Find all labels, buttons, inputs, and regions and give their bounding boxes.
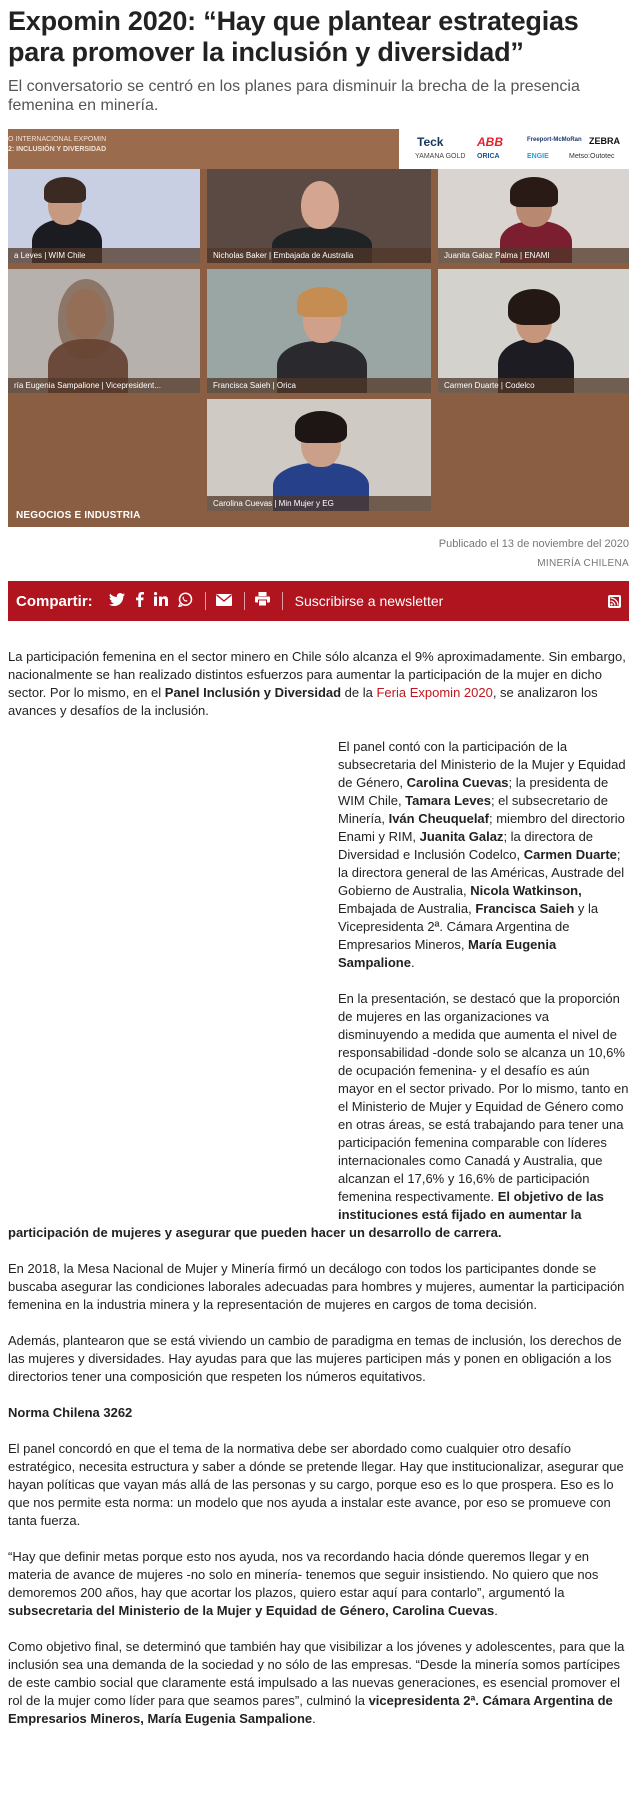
text: de la: [341, 685, 377, 700]
video-tile: [207, 269, 431, 393]
share-label: Compartir:: [16, 592, 93, 610]
rss-icon[interactable]: [608, 595, 621, 608]
category-badge[interactable]: NEGOCIOS E INDUSTRIA: [16, 510, 141, 521]
person-hair: [510, 177, 558, 207]
paragraph: [8, 1638, 629, 1728]
banner-line-1: O INTERNACIONAL EXPOMIN: [8, 136, 107, 143]
print-icon[interactable]: [255, 592, 270, 610]
sponsor-logo: ENGIE: [527, 153, 549, 160]
video-tile: [207, 169, 431, 263]
article-meta: [8, 537, 629, 571]
text-bold: Francisca Saieh: [475, 901, 575, 916]
sponsor-logo: ORICA: [477, 153, 500, 160]
sponsor-logos: [399, 129, 629, 169]
text: .: [494, 1603, 498, 1618]
text: ; la directora de Diversidad e Inclusión Codelco,: [338, 829, 594, 862]
text: Embajada de Australia,: [338, 901, 476, 916]
section-heading: Norma Chilena 3262: [8, 1405, 133, 1420]
person-hair: [295, 411, 347, 443]
article-subtitle: El conversatorio se centró en los planes para disminuir la brecha de la presencia femenina en minería.: [8, 78, 580, 114]
video-tile: [438, 169, 629, 263]
share-separator: [282, 592, 283, 610]
sponsor-logo: YAMANA GOLD: [415, 153, 466, 160]
text: ; el subsecretario de Minería,: [338, 793, 609, 826]
text: En la presentación, se destacó que la proporción de mujeres en las organizaciones va disminuyendo a medida que aumenta el nivel de responsabilidad -donde solo se alcanza un 10,6% de ocupación femenina- y el desafío es aún mayor en el sector privado. Por lo mismo, tanto en el Ministerio de Mujer y Equidad de Género como en otras áreas, se está trabajando para tener una participación femenina comparable con líderes internacionales como Canadá y Australia, que alcanzan el 17,6% y 16,6% de: [338, 991, 629, 1186]
article-source: MINERÍA CHILENA: [537, 558, 629, 569]
sponsor-logo: Teck: [417, 135, 444, 149]
publish-date: Publicado el 13 de noviembre del 2020: [438, 538, 629, 550]
text-bold: vicepresidenta 2ª. Cámara Argentina de Empresarios Mineros, María Eugenia Sampalione: [8, 1693, 613, 1726]
video-tile: [8, 269, 200, 393]
sponsor-logo: Metso:Outotec: [569, 153, 615, 160]
text-bold: Tamara Leves: [405, 793, 491, 808]
paragraph: En 2018, la Mesa Nacional de Mujer y Minería firmó un decálogo con todos los participantes donde se buscaba asegurar las condiciones laborales adecuadas para hombres y mujeres, aumentar la participación femenina en la industria minera y la representación de mujeres en cargos de toma decisión.: [8, 1261, 625, 1312]
linkedin-icon[interactable]: [154, 592, 168, 610]
tile-caption: ría Eugenia Sampalione | Vicepresident...: [8, 378, 200, 393]
article-title: Expomin 2020: “Hay que plantear estrategias para promover la inclusión y diversidad”: [8, 6, 579, 67]
text: Como objetivo final, se determinó que también hay que visibilizar a los jóvenes y adolescentes, para que la inclusión sea una demanda de la sociedad y no sólo de las empresas. “Desde la minería somos partícipes de este cambio social que claramente está impulsado a las nuevas generaciones, es esencial promover el rol de la mujer como líder para que seamos pares”, culminó la: [8, 1639, 625, 1708]
text: ; la presidenta de WIM Chile,: [338, 775, 609, 808]
text: .: [410, 955, 415, 970]
text-bold: Panel Inclusión y Diversidad: [164, 685, 342, 700]
sponsor-logo: ZEBRA: [589, 136, 620, 146]
video-tile: [8, 169, 200, 263]
newsletter-link[interactable]: Suscribirse a newsletter: [294, 593, 444, 609]
sponsor-logo: Freeport-McMoRan: [527, 137, 582, 143]
text: , se analizaron los avances y desafíos de la inclusión.: [8, 685, 598, 718]
text: participación femenina respectivamente.: [338, 1171, 590, 1204]
person-hair: [58, 279, 114, 359]
tile-caption: Francisca Saieh | Orica: [207, 378, 431, 393]
tile-caption: Juanita Galaz Palma | ENAMI: [438, 248, 629, 263]
video-tile: [207, 399, 431, 511]
paragraph: Además, plantearon que se está viviendo un cambio de paradigma en temas de inclusión, los derechos de las mujeres y diversidades. Hay ayudas para que las mujeres participen más y ponen en obligación a los directorios tener una composición que respeten los números equitativos.: [8, 1333, 622, 1384]
text: y la Vicepresidenta 2ª. Cámara Argentina de Empresarios Mineros,: [338, 901, 599, 952]
text-bold: Nicola Watkinson,: [470, 883, 582, 898]
text: “Hay que definir metas porque esto nos ayuda, nos va recordando hacia dónde queremos llegar y en materia de avance de mujeres -no solo en minería- tenemos que seguir insistiendo. No quiero que nos demoremos 200 años, hay que acortar los plazos, quiero estar aquí para contarlo”, argumentó la: [8, 1549, 599, 1600]
hero-image[interactable]: [8, 129, 629, 527]
person-hair: [508, 289, 560, 325]
person-hair: [297, 287, 347, 317]
sponsor-logo: ABB: [477, 135, 503, 149]
banner-line-2: 2: INCLUSIÓN Y DIVERSIDAD: [8, 146, 107, 153]
tile-caption: a Leves | WIM Chile: [8, 248, 200, 263]
person-face: [301, 181, 339, 229]
share-separator: [244, 592, 245, 610]
text: La participación femenina en el sector minero en Chile sólo alcanza el 9% aproximadamente. Sin embargo, nacionalmente se han realizado distintos esfuerzos para aumentar la participación de la mujer en dicho sector. Por lo mismo, en el: [8, 649, 626, 700]
email-icon[interactable]: [216, 593, 232, 610]
text-bold: subsecretaria del Ministerio de la Mujer y Equidad de Género, Carolina Cuevas: [8, 1603, 495, 1618]
text-bold: Juanita Galaz: [419, 829, 504, 844]
facebook-icon[interactable]: [135, 592, 144, 611]
tile-caption: Carmen Duarte | Codelco: [438, 378, 629, 393]
paragraph: El panel concordó en que el tema de la normativa debe ser abordado como cualquier otro desafío estratégico, necesita estructura y saber a dónde se pretende llegar. Hay que institucionalizar, asegurar que hayan políticas que vayan más allá de las personas y su cargo, porque eso es lo que prospera. Eso es lo que nos permite esta norma: un modelo que nos ayuda a instalar este avance, por eso se promueve con tanta fuerza.: [8, 1441, 624, 1528]
article-body: [8, 648, 629, 1728]
text: ; la directora general de las Américas, Austrade del Gobierno de Australia,: [338, 847, 625, 898]
expomin-link[interactable]: Feria Expomin 2020: [376, 685, 493, 700]
text-bold: Carmen Duarte: [523, 847, 617, 862]
tile-caption: Carolina Cuevas | Min Mujer y EG: [207, 496, 431, 511]
text: El panel contó con la participación de la subsecretaria del Ministerio de la Mujer y Equidad de Género,: [338, 739, 626, 790]
text-bold: El objetivo de las instituciones está fijado en aumentar la participación de mujeres y asegurar que pueden hacer un desarrollo de carrera.: [8, 1189, 604, 1240]
text-bold: Carolina Cuevas: [406, 775, 509, 790]
text-bold: Iván Cheuquelaf: [388, 811, 489, 826]
text: .: [312, 1711, 316, 1726]
video-tile: [438, 269, 629, 393]
text-bold: María Eugenia Sampalione: [338, 937, 557, 970]
share-bar: [8, 581, 629, 621]
twitter-icon[interactable]: [109, 593, 125, 610]
paragraph: [8, 1548, 629, 1620]
paragraph: [8, 648, 629, 720]
person-hair: [44, 177, 86, 203]
banner-text: [8, 135, 106, 155]
embedded-placeholder: [8, 738, 338, 1220]
text: ; miembro del directorio Enami y RIM,: [338, 811, 625, 844]
share-separator: [205, 592, 206, 610]
tile-caption: Nicholas Baker | Embajada de Australia: [207, 248, 431, 263]
whatsapp-icon[interactable]: [178, 592, 193, 611]
